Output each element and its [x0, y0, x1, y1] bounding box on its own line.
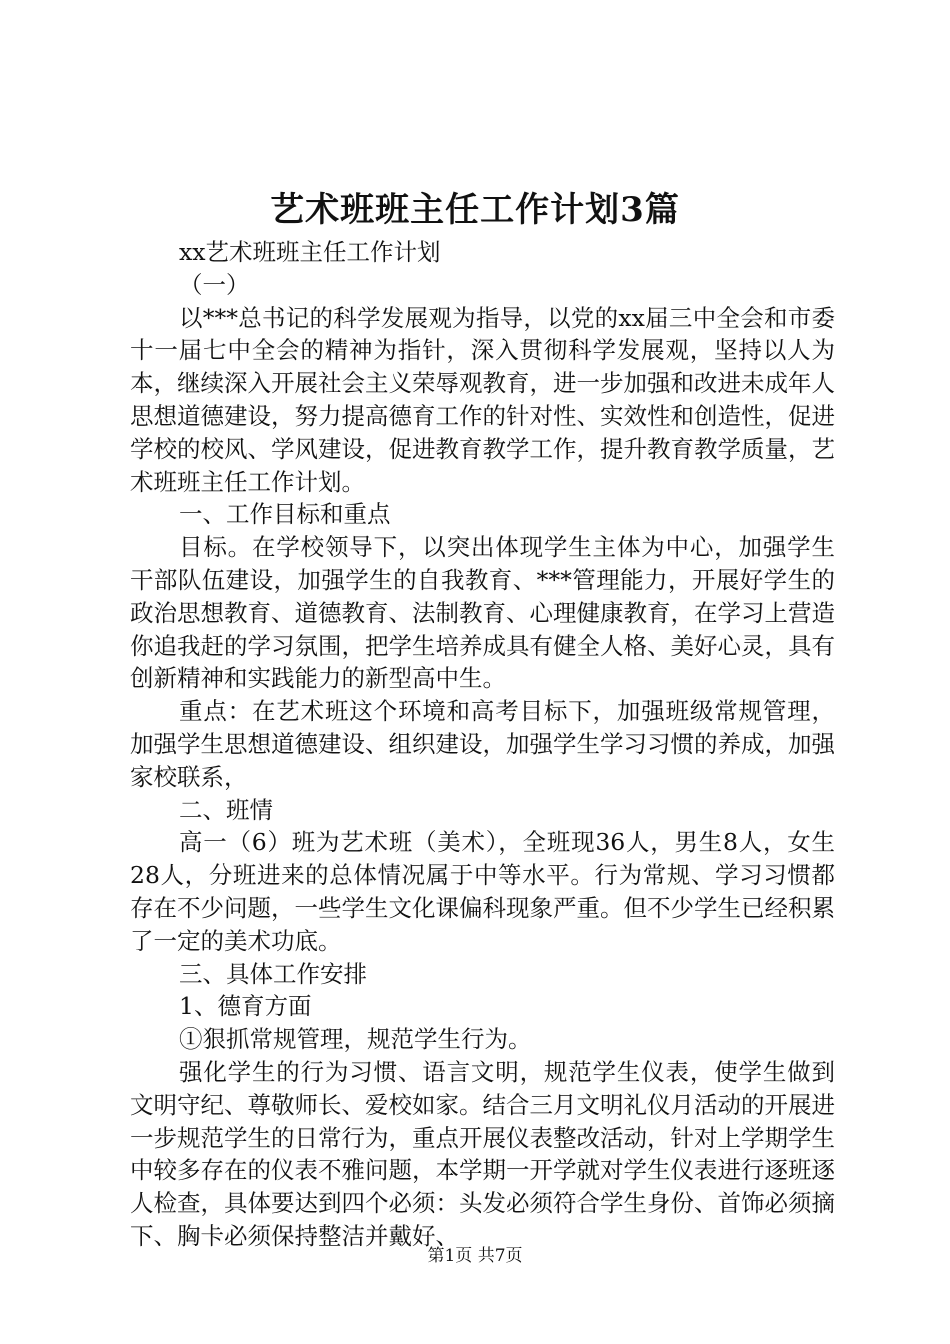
paragraph-goals: 目标。在学校领导下，以突出体现学生主体为中心，加强学生干部队伍建设，加强学生的自我教育、***管理能力，开展好学生的政治思想教育、道德教育、法制教育、心理健康教育，在学习上营造你追我赶的学习氛围，把学生培养成具有健全人格、美好心灵，具有创新精神和实践能力的新型高中生。: [130, 533, 835, 693]
document-title: 艺术班班主任工作计划3篇: [270, 190, 680, 230]
heading-class-situation: 二、班情: [179, 795, 273, 824]
heading-goals: 一、工作目标和重点: [179, 500, 391, 529]
paragraph-focus: 重点：在艺术班这个环境和高考目标下，加强班级常规管理，加强学生思想道德建设、组织建设，加强学生学习习惯的养成，加强家校联系，: [130, 697, 835, 791]
subtitle-line: xx艺术班班主任工作计划: [179, 238, 441, 266]
section-number: （一）: [179, 270, 250, 299]
heading-arrangements: 三、具体工作安排: [179, 959, 367, 988]
page-footer: 第1页 共7页: [427, 1246, 523, 1266]
paragraph-class-situation: 高一（6）班为艺术班（美术），全班现36人，男生8人，女生28人，分班进来的总体情况属于中等水平。行为常规、学习习惯都存在不少问题，一些学生文化课偏科现象严重。但不少学生已经积累了一定的美术功底。: [130, 828, 835, 955]
paragraph-intro: 以***总书记的科学发展观为指导，以党的xx届三中全会和市委十一届七中全会的精神为指针，深入贯彻科学发展观，坚持以人为本，继续深入开展社会主义荣辱观教育，进一步加强和改进未成年人思想道德建设，努力提高德育工作的针对性、实效性和创造性，促进学校的校风、学风建设，促进教育教学工作，提升教育教学质量，艺术班班主任工作计划。: [130, 303, 835, 496]
item-routine-management: ①狠抓常规管理，规范学生行为。: [179, 1025, 532, 1054]
document-body: [130, 236, 835, 1253]
paragraph-behavior: 强化学生的行为习惯、语言文明，规范学生仪表，使学生做到文明守纪、尊敬师长、爱校如家。结合三月文明礼仪月活动的开展进一步规范学生的日常行为，重点开展仪表整改活动，针对上学期学生中较多存在的仪表不雅问题，本学期一开学就对学生仪表进行逐班逐人检查，具体要达到四个必须：头发必须符合学生身份、首饰必须摘下、胸卡必须保持整洁并戴好、: [130, 1057, 835, 1250]
heading-moral-education: 1、德育方面: [179, 992, 312, 1021]
